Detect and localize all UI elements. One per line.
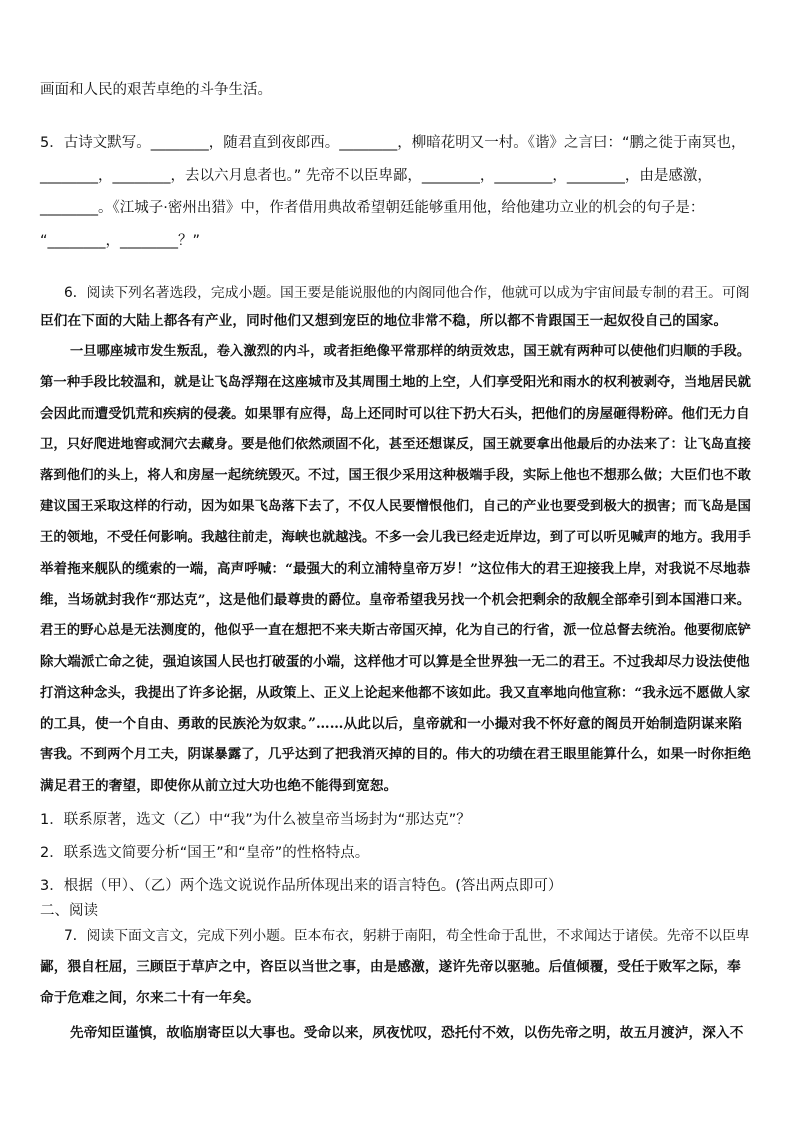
passage-line: 会因此而遭受饥荒和疾病的侵袭。如果罪有应得，岛上还同时可以往下扔大石头，把他们的房屋砸得粉碎。他们无力自 [40, 406, 750, 422]
section-heading: 二、阅读 [40, 903, 98, 919]
passage-line: 打消这种念头，我提出了许多论据，从政策上、正义上论起来他都不该如此。我又直率地向他宣称：“我永远不愿做人家 [40, 685, 751, 701]
passage-line: 君王的野心总是无法测度的，他似乎一直在想把不来夫斯古帝国灭掉，化为自己的行省，派一位总督去统治。他要彻底铲 [40, 623, 752, 638]
classical-text-line: 先帝知臣谨慎，故临崩寄臣以大事也。受命以来，夙夜忧叹，恐托付不效，以伤先帝之明，故五月渡泸，深入不 [70, 1025, 744, 1041]
classical-text-line: 命于危难之间，尔来二十有一年矣。 [40, 990, 260, 1006]
passage-line: 维，当场就封我作“那达克”，这是他们最尊贵的爵位。皇帝希望我另找一个机会把剩余的敌舰全部牵引到本国港口来。 [40, 592, 751, 608]
classical-text-line: 鄙，猥自枉屈，三顾臣于草庐之中，咨臣以当世之事，由是感激，遂许先帝以驱驰。后值倾覆，受任于败军之际，奉 [40, 959, 741, 975]
passage-line: 满足君王的奢望，即使你从前立过大功也绝不能得到宽恕。 [40, 778, 398, 794]
sub-question-3: 3．根据（甲）、（乙）两个选文说说作品所体现出来的语言特色。(答出两点即可） [40, 878, 563, 894]
passage-line: 害我。不到两个月工夫，阴谋暴露了，几乎达到了把我消灭掉的目的。伟大的功绩在君王眼里能算什么，如果一时你拒绝 [40, 747, 752, 762]
passage-line: 建议国王采取这样的行动，因为如果飞岛落下去了，不仅人民要憎恨他们，自己的产业也要受到极大的损害；而飞岛是国 [40, 499, 752, 514]
question-5-line: ________。《江城子·密州出猎》中，作者借用典故希望朝廷能够重用他，给他建功立业的机会的句子是： [40, 200, 705, 216]
question-5-line: ________，________，去以六月息者也。” 先帝不以臣卑鄙，________，________，________，由是感激， [40, 168, 712, 184]
passage-line: 王的领地，不受任何影响。我越往前走，海峡也就越浅。不多一会儿我已经走近岸边，到了可以听见喊声的地方。我用手 [40, 530, 752, 545]
passage-line: 第一种手段比较温和，就是让飞岛浮翔在这座城市及其周围土地的上空，人们享受阳光和雨水的权利被剥夺，当地居民就 [40, 375, 752, 390]
passage-line: 一旦哪座城市发生叛乱，卷入激烈的内斗，或者拒绝像平常那样的纳贡效忠，国王就有两种可以使他们归顺的手段。 [70, 344, 751, 359]
question-6-intro: 6．阅读下列名著选段，完成小题。国王要是能说服他的内阁同他合作，他就可以成为宇宙间最专制的君王。可阁 [64, 285, 750, 301]
sub-question-2: 2．联系选文简要分析“国王”和“皇帝”的性格特点。 [40, 845, 370, 861]
question-5-line: 5．古诗文默写。________，随君直到夜郎西。________，柳暗花明又一村。《谐》之言曰：“鹏之徙于南冥也， [40, 135, 746, 151]
passage-line: 臣们在下面的大陆上都各有产业，同时他们又想到宠臣的地位非常不稳，所以都不肯跟国王一起奴役自己的国家。 [40, 313, 728, 329]
passage-line: 落到他们的头上，将人和房屋一起统统毁灭。不过，国王很少采用这种极端手段，实际上他也不想那么做；大臣们也不敢 [40, 468, 752, 483]
passage-line: 的工具，使一个自由、勇敢的民族沦为奴隶。”……从此以后，皇帝就和一小撮对我不怀好意的阁员开始制造阴谋来陷 [40, 716, 743, 732]
passage-line: 举着拖来舰队的缆索的一端，高声呼喊：“最强大的利立浦特皇帝万岁！”这位伟大的君王迎接我上岸，对我说不尽地恭 [40, 561, 751, 577]
question-7-intro: 7．阅读下面文言文，完成下列小题。臣本布衣，躬耕于南阳，苟全性命于乱世，不求闻达于诸侯。先帝不以臣卑 [64, 928, 750, 944]
passage-line: 卫，只好爬进地窖或洞穴去藏身。要是他们依然顽固不化，甚至还想谋反，国王就要拿出他最后的办法来了：让飞岛直接 [40, 437, 752, 452]
sub-question-1: 1．联系原著，选文（乙）中“我”为什么被皇帝当场封为“那达克”？ [40, 812, 471, 828]
passage-line: 除大端派亡命之徒，强迫该国人民也打破蛋的小端，这样他才可以算是全世界独一无二的君王。不过我却尽力设法使他 [40, 654, 750, 670]
question-5-line: “________，________？” [40, 233, 201, 249]
text-line: 画面和人民的艰苦卓绝的斗争生活。 [40, 82, 272, 98]
